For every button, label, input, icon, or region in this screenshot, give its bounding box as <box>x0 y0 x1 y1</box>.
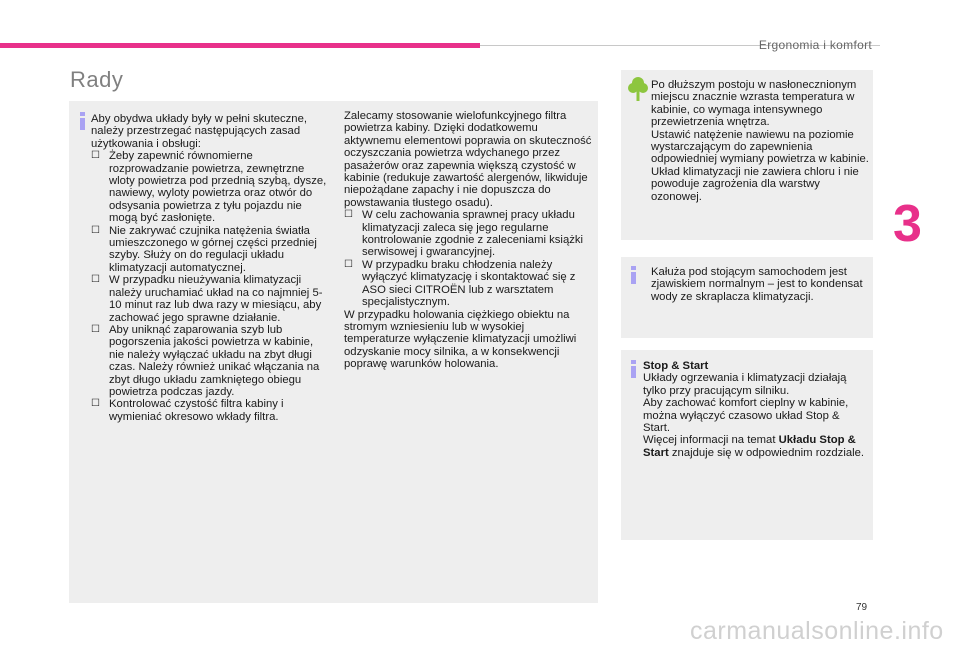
eco-paragraph: Ustawić natężenie nawiewu na poziomie wystarczającym do zapewnienia odpowiedniej wymiany powietrza w kabinie. <box>651 128 869 166</box>
info-icon <box>631 266 637 284</box>
header-accent-bar <box>0 43 480 48</box>
section-header: Ergonomia i komfort <box>758 38 872 52</box>
watermark: carmanualsonline.info <box>690 617 944 645</box>
list-item: ☐ Żeby zapewnić równomierne rozprowadzanie powietrza, zewnętrzne wloty powietrza pod przednią szybą, dysze, nawiewy, wyloty powietrza oraz otwór do odsysania powietrza z tyłu pojazdu nie mogą być zasłonięte. <box>91 150 331 224</box>
condensation-note-text <box>651 266 871 303</box>
page-number: 79 <box>856 602 868 613</box>
chapter-number: 3 <box>893 195 922 253</box>
filter-paragraph: Zalecamy stosowanie wielofunkcyjnego filtra powietrza kabiny. Dzięki dodatkowemu aktywnemu elementowi poprawia on skuteczność oczyszczania powietrza wdychanego przez pasażerów oraz zapewnia większą czystość w kabinie (redukuje zawartość alergenów, likwiduje niepożądane zapachy i nie dopuszcza do powstawania tłustego osadu). <box>344 110 592 209</box>
stop-start-paragraph: Aby zachować komfort cieplny w kabinie, można wyłączyć czasowo układ Stop & Start. <box>643 397 849 435</box>
list-item: ☐ Kontrolować czystość filtra kabiny i wymieniać okresowo wkłady filtra. <box>91 398 331 423</box>
stop-start-link-text: Układu Stop & Start <box>643 434 856 459</box>
stop-start-note-text <box>643 360 867 459</box>
info-icon <box>631 360 637 378</box>
service-list <box>344 209 592 308</box>
advice-column-1 <box>91 113 331 423</box>
advice-column-2 <box>344 110 592 371</box>
stop-start-reference: Więcej informacji na temat Układu Stop & Start znajduje się w odpowiednim rozdziale. <box>643 434 865 459</box>
list-item: ☐ Aby uniknąć zaparowania szyb lub pogorszenia jakości powietrza w kabinie, nie należy wyłączać układu na zbyt długi czas. Należy również unikać włączania na zbyt długo układu zamkniętego obiegu powietrza podczas jazdy. <box>91 324 331 398</box>
advice-intro: Aby obydwa układy były w pełni skuteczne, należy przestrzegać następujących zasad użytkowania i obsługi: <box>91 113 308 150</box>
eco-paragraph: Układ klimatyzacji nie zawiera chloru i nie powoduje zagrożenia dla warstwy ozonowej. <box>651 165 859 203</box>
list-item: ☐ W przypadku braku chłodzenia należy wyłączyć klimatyzację i skontaktować się z ASO sieci CITROËN lub z warsztatem specjalistycznym. <box>344 259 592 309</box>
list-item: ☐ W przypadku nieużywania klimatyzacji należy uruchamiać układ na co najmniej 5-10 minut raz lub dwa razy w miesiącu, aby zachować jego sprawne działanie. <box>91 274 331 324</box>
page-title: Rady <box>70 67 124 92</box>
stop-start-heading: Stop & Start <box>643 360 709 372</box>
stop-start-paragraph: Układy ogrzewania i klimatyzacji działają tylko przy pracującym silniku. <box>643 372 847 397</box>
condensation-paragraph: Kałuża pod stojącym samochodem jest zjawiskiem normalnym – jest to kondensat wody ze skraplacza klimatyzacji. <box>651 266 863 303</box>
advice-list <box>91 150 331 423</box>
eco-tree-icon <box>628 76 648 102</box>
towing-paragraph: W przypadku holowania ciężkiego obiektu na stromym wzniesieniu lub w wysokiej temperaturze wyłączenie klimatyzacji umożliwi odzyskanie mocy silnika, a w konsekwencji poprawę warunków holowania. <box>344 308 577 371</box>
info-icon <box>80 112 86 130</box>
list-item: ☐ W celu zachowania sprawnej pracy układu klimatyzacji zaleca się jego regularne kontrolowanie zgodnie z zaleceniami książki serwisowej i gwarancyjnej. <box>344 209 592 259</box>
list-item: ☐ Nie zakrywać czujnika natężenia światła umieszczonego w górnej części przedniej szyby. Służy on do regulacji układu klimatyzacji automatycznej. <box>91 225 331 275</box>
eco-paragraph: Po dłuższym postoju w nasłonecznionym miejscu znacznie wzrasta temperatura w kabinie, co wymaga intensywnego przewietrzenia wnętrza. <box>651 79 857 129</box>
eco-tip-text <box>651 79 871 203</box>
